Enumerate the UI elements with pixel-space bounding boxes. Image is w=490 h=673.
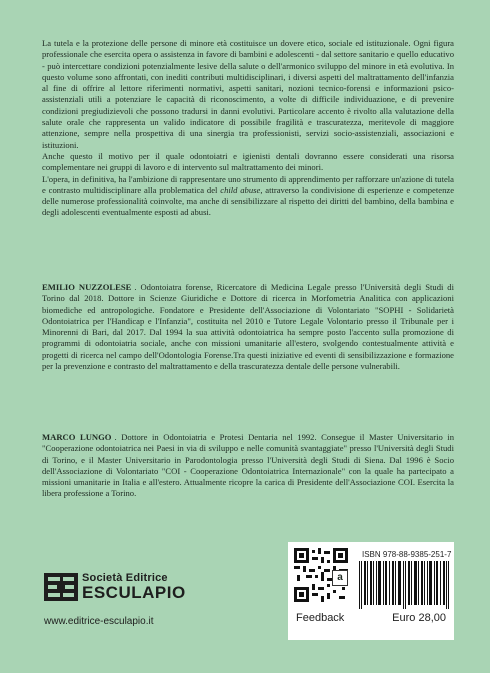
cover-description xyxy=(42,38,454,219)
author-name: EMILIO NUZZOLESE xyxy=(42,282,132,292)
author-bio-text: . Dottore in Odontoiatria e Protesi Dentaria nel 1992. Consegue il Master Universitario in "Cooperazione odontoiatrica nei Paesi in via di sviluppo e nelle comunità svantaggiate" presso l'Università degli Studi di Torino, e il Master Universitario in Parodontologia presso l'Università degli Studi di Siena. Dal 1996 è Socio dell'Associazione di Volontariato "COI - Cooperazione Odontoiatrica Internazionale" con la quale ha partecipato a missioni umanitarie in Italia e all'estero. Attualmente ricopre la carica di Presidente dell'Associazione COI. Esercita la libera professione a Torino. xyxy=(42,432,454,499)
author-bio-lungo xyxy=(42,432,454,500)
author-name: MARCO LUNGO xyxy=(42,432,112,442)
paragraph-3-start: L'opera, in definitiva, ha l'ambizione di rappresentare uno strumento di apprendimento per rafforzare un'azione di tutela e contrasto multidisciplinare alla problematica del xyxy=(42,173,454,195)
isbn-label: ISBN 978-88-9385-251-7 xyxy=(362,550,452,559)
description-paragraph-2: Anche questo il motivo per il quale odontoiatri e igienisti dentali dovranno essere considerati una risorsa complementare nei gruppi di lavoro e di intervento sul maltrattamento dei minori. xyxy=(42,150,454,173)
feedback-label: Feedback xyxy=(296,612,345,624)
publisher-name-line1: Società Editrice xyxy=(82,572,168,584)
paragraph-3-end: , attraverso la condivisione di esperienze e competenze delle numerose professionalità coinvolte, ma anche di sensibilizzare al rispetto dei diritti del bambino, della bambina e degli adolescenti eventualmente esposti ad abusi. xyxy=(42,184,455,218)
description-paragraph-3 xyxy=(42,174,454,219)
author-bio-text: . Odontoiatra forense, Ricercatore di Medicina Legale presso l'Università degli Studi di Torino dal 2018. Dottore in Scienze Giuridiche e Dottore di ricerca in Morfometria Analitica con applicazioni biomediche ed antropologiche. Fondatore e Presidente dell'Associazione di Volontariato "SOPHI - Solidarietà Odontoiatrica per l'Handicap e l'Infanzia", costituita nel 2010 e Tutore Legale Volontario presso il Tribunale per i Minorenni di Bari, dal 2017. Dal 1994 la sua attività odontoiatrica ha sempre posto l'accento sulla promozione di programmi di odontoiatria sociale, anche con missioni umanitarie all'estero, svolgendo contestualmente attività e progetti di ricerca nel campo dell'Odontologia Forense.Tra questi iniziative ed eventi di sensibilizzazione e formazione per la prevenzione e contrasto del maltrattamento e della trascuratezza dentale delle persone vulnerabili. xyxy=(42,282,454,372)
publisher-logo-icon xyxy=(44,573,78,601)
publisher-name-line2: ESCULAPIO xyxy=(82,583,186,602)
publisher-block xyxy=(40,571,220,631)
qr-badge-icon: a xyxy=(332,570,348,586)
price-label: Euro 28,00 xyxy=(392,612,446,624)
child-abuse-term: child abuse xyxy=(220,184,261,195)
publisher-website: www.editrice-esculapio.it xyxy=(44,616,154,627)
barcode-panel xyxy=(288,542,454,640)
barcode-icon xyxy=(358,561,450,609)
description-paragraph-1: La tutela e la protezione delle persone di minore età costituisce un dovere etico, sociale ed istituzionale. Ogni figura professionale che esercita opera o assistenza in favore di bambini e adolescenti - dal settore sanitario e quello educativo - può intercettare condizioni potenzialmente lesive della salute o dell'armonico sviluppo del minore in età evolutiva. In questo volume sono affrontati, con inediti contributi multidisciplinari, i diversi aspetti del maltrattamento dell'infanzia al fine di offrire al lettore riferimenti normativi, aspetti sanitari, nozioni tecnico-forensi e informazioni psico-assistenziali utili a potenziare le capacità di riconoscimento, a volte di difficile individuazione, e di prevenire condizioni pregiudizievoli che possono tradursi in danni evolutivi. Particolare accento è rivolto alla valutazione della salute orale che rappresenta un valido indicatore di possibile fragilità e trascuratezza, meritevole di maggiore attenzione, sempre nella prospettiva di una sinergia tra professionisti, servizi socio-assistenziali, associazioni e istituzioni. xyxy=(42,38,454,150)
author-bio-nuzzolese xyxy=(42,282,454,372)
